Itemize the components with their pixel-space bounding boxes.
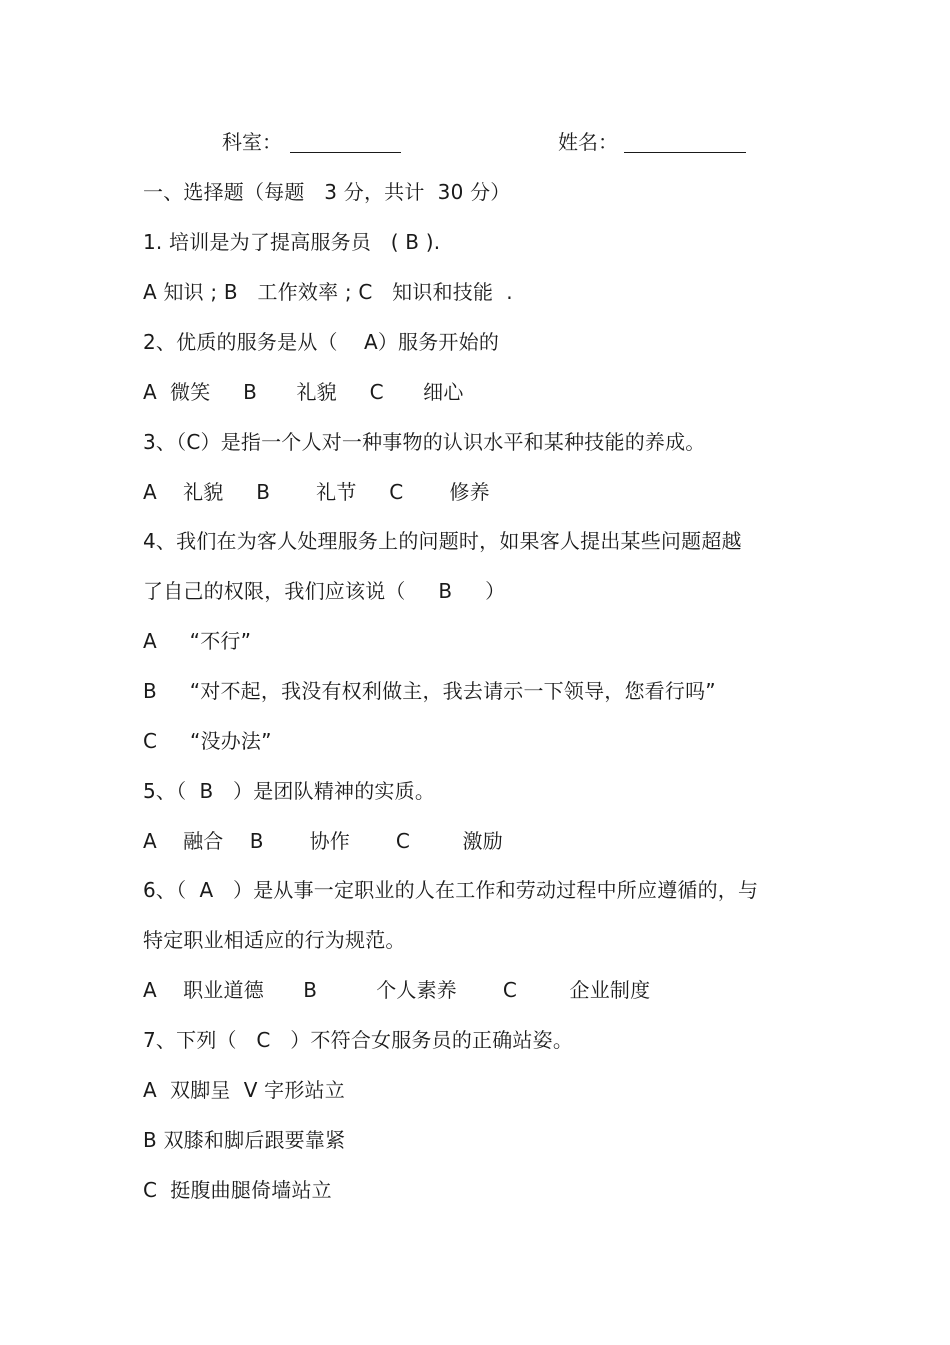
question-3: 3、（C）是指一个人对一种事物的认识水平和某种技能的养成。 — [143, 430, 706, 454]
question-6: 6、（ A ）是从事一定职业的人在工作和劳动过程中所应遵循的，与 — [143, 878, 759, 902]
question-7: 7、下列（ C ）不符合女服务员的正确站姿。 — [143, 1028, 574, 1052]
question-2: 2、优质的服务是从（ A）服务开始的 — [143, 330, 500, 354]
question-3-options: A 礼貌 B 礼节 C 修养 — [143, 480, 490, 504]
question-4-continued: 了自己的权限，我们应该说（ B ） — [143, 579, 506, 603]
question-4-option-c: C “没办法” — [143, 729, 272, 753]
question-7-option-a: A 双脚呈 V 字形站立 — [143, 1078, 345, 1102]
question-7-option-c: C 挺腹曲腿倚墙站立 — [143, 1178, 332, 1202]
department-blank — [290, 152, 401, 153]
name-label: 姓名： — [558, 130, 618, 154]
question-1-options: A 知识 ; B 工作效率 ; C 知识和技能 . — [143, 280, 513, 304]
question-5: 5、（ B ）是团队精神的实质。 — [143, 779, 436, 803]
question-4-option-a: A “不行” — [143, 629, 252, 653]
question-4-option-b: B “对不起，我没有权利做主，我去请示一下领导，您看行吗” — [143, 679, 716, 703]
question-2-options: A 微笑 B 礼貌 C 细心 — [143, 380, 464, 404]
department-label: 科室： — [222, 130, 282, 154]
question-4: 4、我们在为客人处理服务上的问题时，如果客人提出某些问题超越 — [143, 529, 742, 553]
question-6-continued: 特定职业相适应的行为规范。 — [143, 928, 406, 952]
question-6-options: A 职业道德 B 个人素养 C 企业制度 — [143, 978, 651, 1002]
name-blank — [624, 152, 746, 153]
question-5-options: A 融合 B 协作 C 激励 — [143, 829, 503, 853]
question-7-option-b: B 双膝和脚后跟要靠紧 — [143, 1128, 346, 1152]
question-1: 1. 培训是为了提高服务员 ( B ). — [143, 230, 441, 254]
section-title: 一、选择题（每题 3 分，共计 30 分） — [143, 180, 511, 204]
